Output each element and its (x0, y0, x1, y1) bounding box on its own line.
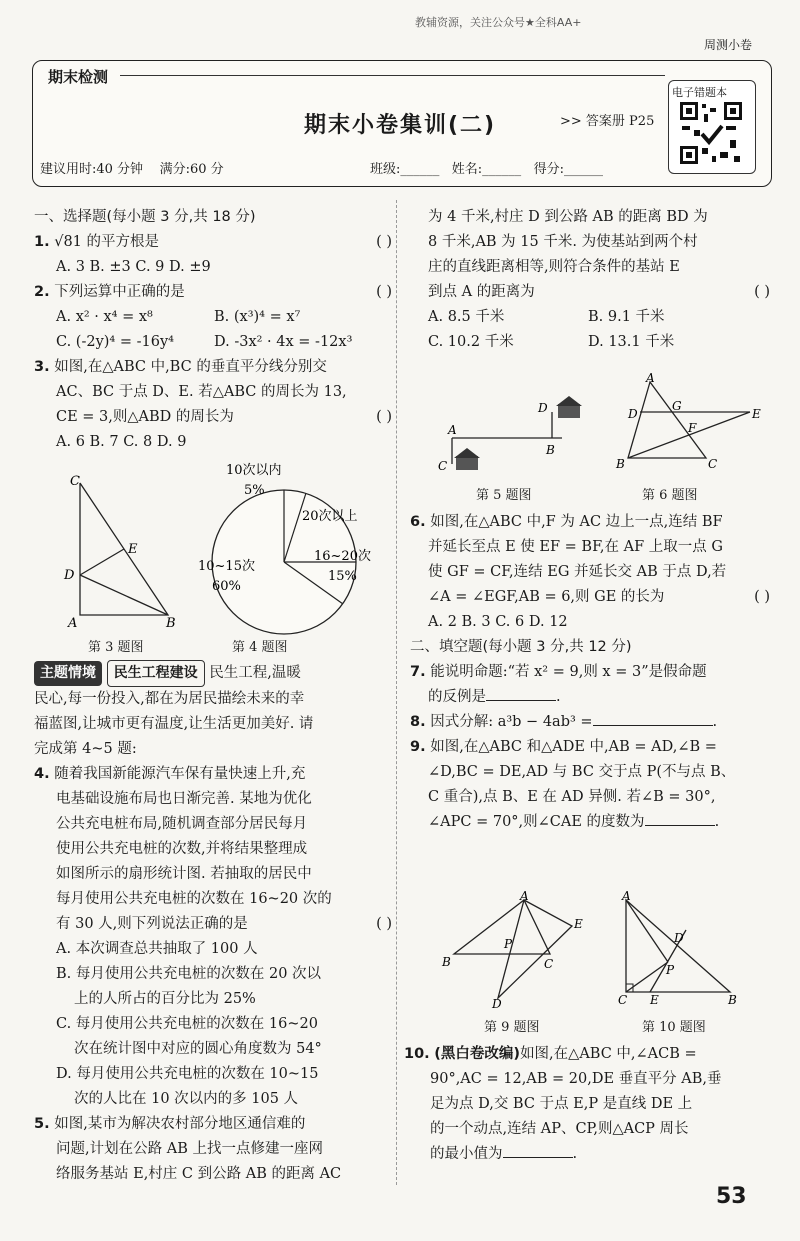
name-field[interactable]: 姓名:______ (451, 162, 522, 177)
q7: 7. 能说明命题:“若 x² = 9,则 x = 3”是假命题 (410, 664, 707, 680)
q5-line: 问题,计划在公路 AB 上找一点修建一座网 (56, 1141, 323, 1157)
q5-line: 络服务基站 E,村庄 C 到公路 AB 的距离 AC (56, 1166, 342, 1182)
svg-text:P: P (666, 963, 675, 977)
q5-options-ab: A. 8.5 千米 B. 9.1 千米 (428, 309, 665, 325)
figure-9 (440, 890, 600, 1010)
svg-text:E: E (574, 917, 583, 931)
theme-line: 主题情境 民生工程建设 民生工程,温暖 (34, 660, 392, 687)
q4-line: 有 30 人,则下列说法正确的是 ( ) (56, 916, 392, 932)
figure-5 (430, 390, 590, 480)
pie-value-s1: 5% (244, 483, 265, 498)
q10-line: 足为点 D,交 BC 于点 E,P 是直线 DE 上 (430, 1096, 693, 1112)
class-field[interactable]: 班级:______ (370, 162, 440, 177)
q10-line: 的最小值为 . (404, 1142, 770, 1167)
fig4-caption: 第 4 题图 (232, 640, 288, 655)
q7-line: 的反例是 . (410, 685, 770, 710)
column-divider (396, 200, 397, 1185)
svg-text:C: C (708, 457, 718, 471)
svg-text:D: D (538, 401, 548, 415)
q4-line: 电基础设施布局也日渐完善. 某地为优化 (56, 791, 312, 807)
q5-line: 到点 A 的距离为 ( ) (428, 284, 770, 300)
svg-text:F: F (688, 421, 697, 435)
pie-label-s3: 16~20次 (314, 549, 371, 564)
section-choice: 一、选择题(每小题 3 分,共 18 分) (34, 209, 256, 225)
q10-block (404, 1042, 770, 1167)
pie-label-s1: 10次以内 (226, 463, 282, 478)
answer-ref: >> 答案册 P25 (560, 114, 655, 129)
svg-text:C: C (438, 459, 448, 473)
q1: 1. √81 的平方根是 ( ) (34, 234, 392, 250)
svg-text:E: E (650, 993, 659, 1007)
q2-options-cd: C. (-2y)⁴ = -16y⁴ D. -3x² · 4x = -12x³ (56, 334, 353, 350)
theme-text: 民心,每一份投入,都在为居民描绘未来的幸 (34, 691, 305, 707)
q5-options-cd: C. 10.2 千米 D. 13.1 千米 (428, 334, 675, 350)
svg-text:B: B (728, 993, 737, 1007)
svg-text:C: C (544, 957, 554, 971)
theme-name: 民生工程建设 (107, 660, 205, 687)
fig6-caption: 第 6 题图 (642, 488, 698, 503)
svg-text:B: B (442, 955, 451, 969)
theme-text: 完成第 4~5 题: (34, 741, 137, 757)
q4-option-b: 上的人所占的百分比为 25% (74, 991, 256, 1007)
q3-line: CE = 3,则△ABD 的周长为 ( ) (56, 409, 392, 425)
q9: 9. 如图,在△ABC 和△ADE 中,AB = AD,∠B = (410, 739, 717, 755)
qr-code-icon[interactable] (678, 100, 744, 166)
q10-line: 的一个动点,连结 AP、CP,则△ACP 周长 (430, 1121, 689, 1137)
q6-options: A. 2 B. 3 C. 6 D. 12 (428, 614, 568, 630)
right-column (410, 205, 770, 355)
svg-text:D: D (64, 568, 75, 583)
fig3-caption: 第 3 题图 (88, 640, 144, 655)
fig5-caption: 第 5 题图 (476, 488, 532, 503)
q3: 3. 如图,在△ABC 中,BC 的垂直平分线分别交 (34, 359, 327, 375)
q4-option-c: 次在统计图中对应的圆心角度数为 54° (74, 1041, 322, 1057)
svg-text:B: B (166, 616, 176, 630)
pie-value-s4: 60% (212, 579, 241, 594)
fig10-caption: 第 10 题图 (642, 1020, 706, 1035)
q5-line: 庄的直线距离相等,则符合条件的基站 E (428, 259, 680, 275)
svg-text:E: E (752, 407, 761, 421)
pie-label-s4: 10~15次 (198, 559, 255, 574)
section-fill: 二、填空题(每小题 3 分,共 12 分) (410, 639, 632, 655)
q6-line: 使 GF = CF,连结 EG 并延长交 AB 于点 D,若 (428, 564, 727, 580)
figure-3 (50, 475, 190, 630)
q4-line: 每月使用公共充电桩的次数在 16~20 次的 (56, 891, 332, 907)
q9-line: C 重合),点 B、E 在 AD 异侧. 若∠B = 30°, (428, 789, 716, 805)
svg-text:A: A (646, 372, 655, 385)
svg-text:E: E (128, 542, 138, 557)
svg-text:A: A (520, 890, 529, 903)
svg-text:D: D (492, 997, 502, 1010)
section-tag: 期末检测 (48, 68, 109, 86)
q4-option-a: A. 本次调查总共抽取了 100 人 (56, 941, 258, 957)
banner-tag: 周测小卷 (703, 38, 752, 52)
q6: 6. 如图,在△ABC 中,F 为 AC 边上一点,连结 BF (410, 514, 723, 530)
top-banner (0, 14, 800, 52)
svg-text:P: P (504, 937, 513, 951)
right-column-lower (410, 510, 770, 835)
q9-line: ∠D,BC = DE,AD 与 BC 交于点 P(不与点 B、 (428, 764, 736, 780)
q4-option-c: C. 每月使用公共充电桩的次数在 16~20 (56, 1016, 318, 1032)
page-title: 期末小卷集训(二) (303, 113, 497, 138)
time-label: 建议用时:40 分钟 (40, 162, 144, 177)
left-column-lower (34, 660, 392, 1187)
q8-answer-blank[interactable] (593, 711, 713, 726)
q6-line: ∠A = ∠EGF,AB = 6,则 GE 的长为 ( ) (428, 589, 770, 605)
svg-text:G: G (672, 399, 682, 413)
q10: 10. (黑白卷改编)如图,在△ABC 中,∠ACB = (404, 1046, 697, 1062)
header-rule (120, 75, 665, 76)
header-info (40, 158, 224, 177)
svg-text:A: A (622, 890, 631, 903)
q4-option-d: D. 每月使用公共充电桩的次数在 10~15 (56, 1066, 319, 1082)
q4-line: 使用公共充电桩的次数,并将结果整理成 (56, 841, 308, 857)
q10-answer-blank[interactable] (503, 1143, 573, 1158)
q10-line: 90°,AC = 12,AB = 20,DE 垂直平分 AB,垂 (430, 1071, 722, 1087)
q6-line: 并延长至点 E 使 EF = BF,在 AF 上取一点 G (428, 539, 723, 555)
pie-label-s2: 20次以上 (302, 509, 358, 524)
figure-10 (610, 890, 770, 1010)
q7-answer-blank[interactable] (486, 686, 556, 701)
q1-options: A. 3 B. ±3 C. 9 D. ±9 (56, 259, 211, 275)
q3-options: A. 6 B. 7 C. 8 D. 9 (56, 434, 187, 450)
q2: 2. 下列运算中正确的是 ( ) (34, 284, 392, 300)
theme-text: 福蓝图,让城市更有温度,让生活更加美好. 请 (34, 716, 314, 732)
q4-option-b: B. 每月使用公共充电桩的次数在 20 次以 (56, 966, 322, 982)
svg-text:D: D (674, 931, 684, 945)
score-field[interactable]: 得分:______ (533, 162, 603, 177)
q9-line: ∠APC = 70°,则∠CAE 的度数为 . (410, 810, 770, 835)
svg-text:B: B (546, 443, 555, 457)
village-d-icon (558, 404, 580, 418)
source-note: 教辅资源，关注公众号★全科AA+ (415, 16, 582, 29)
q4-option-d: 次的人比在 10 次以内的多 105 人 (74, 1091, 299, 1107)
q8: 8. 因式分解: a³b − 4ab³ = . (410, 710, 770, 735)
left-column (34, 205, 392, 455)
svg-text:C: C (70, 475, 80, 489)
svg-text:B: B (616, 457, 625, 471)
q4: 4. 随着我国新能源汽车保有量快速上升,充 (34, 766, 306, 782)
score-limit: 满分:60 分 (159, 162, 224, 177)
svg-text:A: A (68, 616, 78, 630)
q3-line: AC、BC 于点 D、E. 若△ABC 的周长为 13, (56, 384, 347, 400)
q5: 5. 如图,某市为解决农村部分地区通信难的 (34, 1116, 306, 1132)
pie-value-s3: 15% (328, 569, 357, 584)
svg-text:D: D (628, 407, 638, 421)
q5-line: 为 4 千米,村庄 D 到公路 AB 的距离 BD 为 (428, 209, 708, 225)
qr-label: 电子错题本 (672, 86, 727, 99)
fig9-caption: 第 9 题图 (484, 1020, 540, 1035)
header-fields (370, 158, 603, 177)
q4-line: 公共充电桩布局,随机调查部分居民每月 (56, 816, 308, 832)
figure-4-pie (192, 458, 394, 638)
svg-text:C: C (618, 993, 628, 1007)
q2-options-ab: A. x² · x⁴ = x⁸ B. (x³)⁴ = x⁷ (56, 309, 301, 325)
village-c-icon (456, 456, 478, 470)
figure-6 (610, 372, 770, 478)
q9-answer-blank[interactable] (645, 811, 715, 826)
page-number: 53 (716, 1184, 747, 1209)
q4-line: 如图所示的扇形统计图. 若抽取的居民中 (56, 866, 312, 882)
svg-text:A: A (448, 423, 457, 437)
theme-tag: 主题情境 (34, 661, 102, 686)
q5-line: 8 千米,AB 为 15 千米. 为使基站到两个村 (428, 234, 698, 250)
